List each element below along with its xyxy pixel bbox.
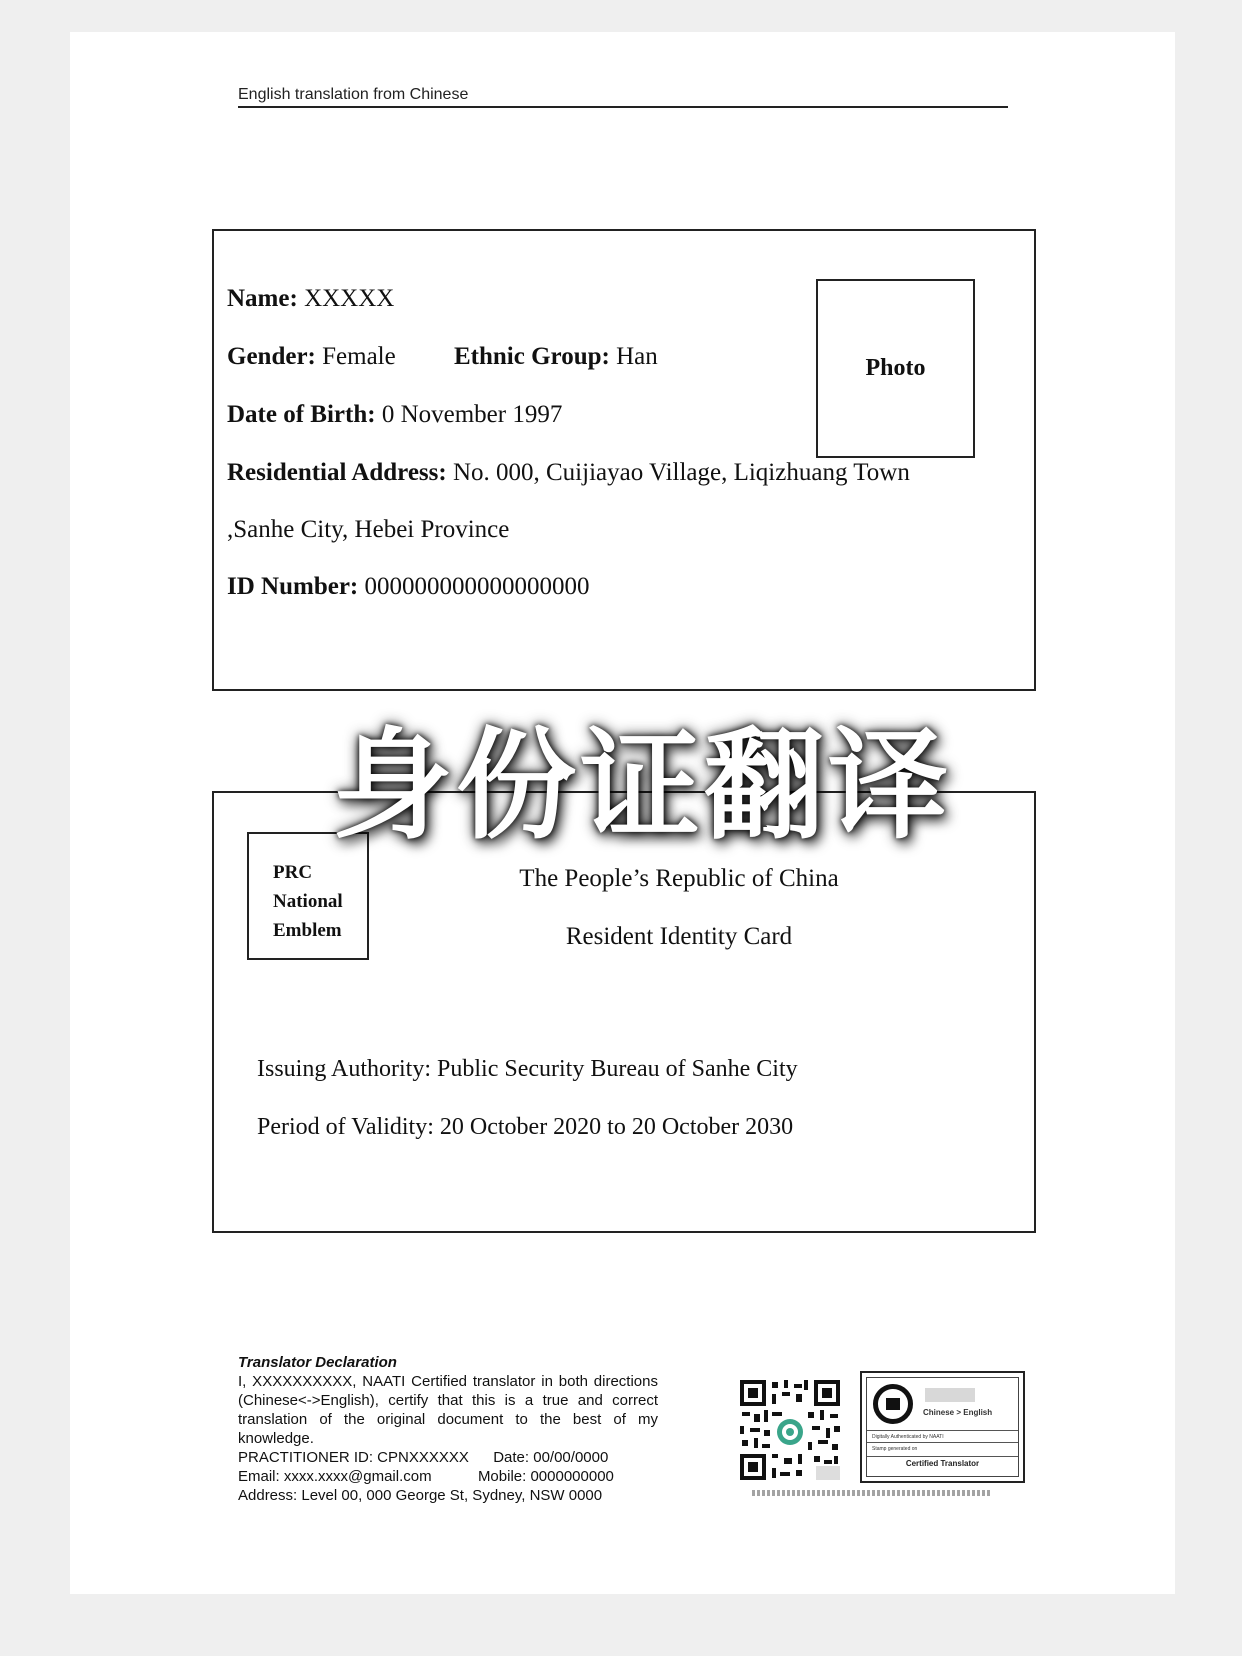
stamp-certified-translator: Certified Translator — [905, 1459, 980, 1468]
contact-row — [238, 1467, 658, 1486]
declaration-title: Translator Declaration — [238, 1354, 397, 1371]
id-card-front — [212, 229, 1036, 691]
issuing-authority: Issuing Authority: Public Security Bureau of Sanhe City — [257, 1056, 798, 1082]
mobile: Mobile: 0000000000 — [477, 1468, 614, 1485]
name-row — [227, 285, 394, 313]
stamp-divider — [867, 1430, 1018, 1431]
gender-value: Female — [322, 343, 396, 370]
email: Email: xxxx.xxxx@gmail.com — [238, 1468, 432, 1485]
emblem-line-3: Emblem — [273, 920, 342, 941]
stamp-divider — [867, 1456, 1018, 1457]
dob-label: Date of Birth: — [227, 401, 376, 428]
dob-value: 0 November 1997 — [381, 401, 563, 428]
qr-code-icon — [738, 1378, 842, 1482]
naati-logo-icon — [873, 1384, 913, 1424]
card-title-country: The People’s Republic of China — [519, 865, 839, 892]
stamp-divider — [867, 1442, 1018, 1443]
redacted-name — [925, 1388, 975, 1402]
address-continuation: ,Sanhe City, Hebei Province — [227, 516, 510, 543]
photo-placeholder: Photo — [816, 279, 975, 458]
name-label: Name: — [227, 285, 298, 312]
declaration-date: Date: 00/00/0000 — [493, 1449, 609, 1466]
stamp-auth-text: Digitally Authenticated by NAATI — [872, 1434, 944, 1440]
stamp-language-pair: Chinese > English — [923, 1408, 993, 1417]
address-value: No. 000, Cuijiayao Village, Liqizhuang Town — [452, 459, 910, 486]
card-title-type: Resident Identity Card — [565, 923, 793, 950]
document-header: English translation from Chinese — [238, 86, 1008, 108]
ethnic-value: Han — [616, 343, 658, 370]
declaration-body: I, XXXXXXXXXX, NAATI Certified translator in both directions (Chinese<->English), certify that this is a true and correct translation of the original document to the best of my knowledge. — [238, 1373, 658, 1447]
emblem-line-1: PRC — [273, 862, 313, 883]
verification-url — [752, 1490, 992, 1496]
practitioner-row — [238, 1448, 658, 1467]
name-value: XXXXX — [304, 285, 395, 312]
ethnic-label: Ethnic Group: — [454, 343, 610, 370]
ethnic-row — [454, 343, 658, 371]
id-number-label: ID Number: — [227, 573, 359, 600]
id-number-value: 000000000000000000 — [364, 573, 590, 600]
validity-period: Period of Validity: 20 October 2020 to 20 October 2030 — [257, 1114, 794, 1140]
gender-row — [227, 343, 396, 371]
translator-address: Address: Level 00, 000 George St, Sydney, NSW 0000 — [238, 1487, 603, 1504]
overlay-caption: 身份证翻译 — [332, 717, 952, 856]
gender-label: Gender: — [227, 343, 316, 370]
stamp-generated-text: Stamp generated on — [872, 1446, 918, 1452]
address-label: Residential Address: — [227, 459, 447, 486]
naati-certification-stamp — [860, 1371, 1025, 1483]
emblem-line-2: National — [273, 891, 343, 912]
translator-declaration — [238, 1353, 658, 1505]
practitioner-id: PRACTITIONER ID: CPNXXXXXX — [238, 1449, 469, 1466]
address-row — [227, 459, 910, 487]
id-number-row — [227, 573, 590, 601]
dob-row — [227, 401, 562, 429]
stamp-border — [866, 1377, 1019, 1477]
